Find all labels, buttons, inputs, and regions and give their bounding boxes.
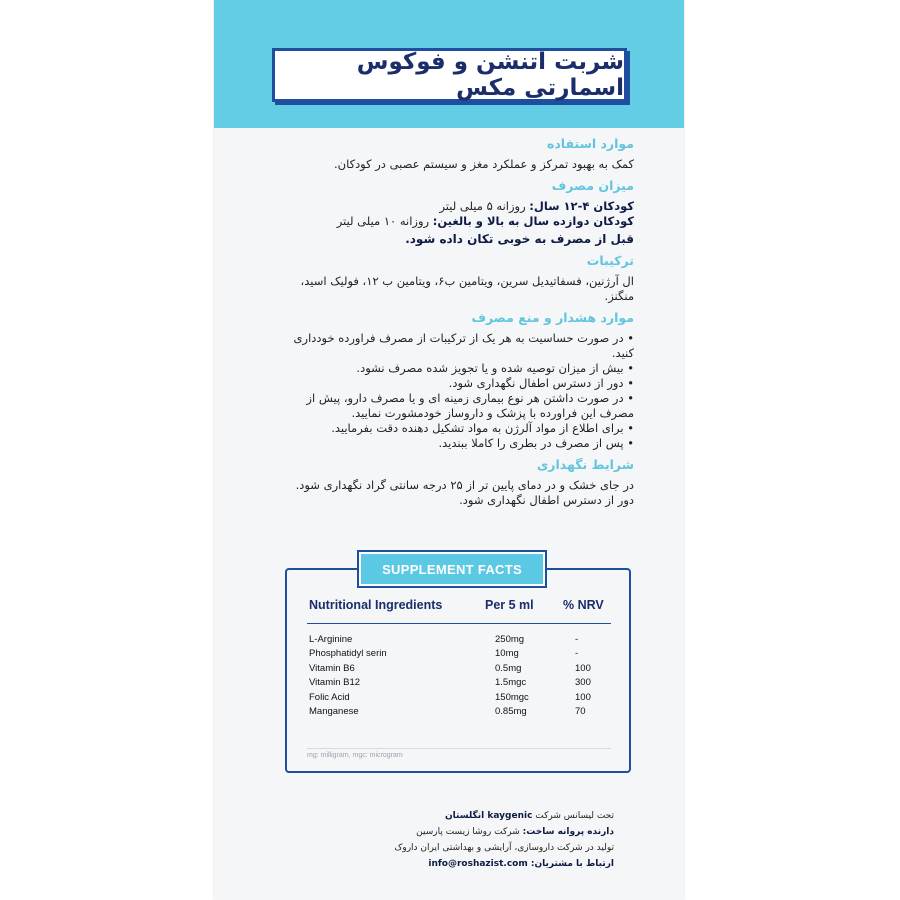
storage-line1: در جای خشک و در دمای پایین تر از ۲۵ درجه سانتی گراد نگهداری شود. xyxy=(295,478,634,492)
product-title: شربت اتنشن و فوکوس اسمارتی مکس xyxy=(356,49,624,101)
storage-section xyxy=(276,457,634,508)
ingredient-name: L-Arginine xyxy=(309,634,353,645)
licensor: kaygenic انگلستان xyxy=(444,811,533,821)
storage-heading: شرایط نگهداری xyxy=(536,457,634,472)
units-note: mg: milligram, mgc: microgram xyxy=(307,748,611,759)
title-box xyxy=(272,48,627,102)
facts-col-per-5ml: Per 5 ml xyxy=(485,598,534,612)
facts-divider xyxy=(307,623,611,624)
ingredient-amount: 10mg xyxy=(495,648,519,660)
license-holder-label: دارنده پروانه ساخت: xyxy=(522,827,614,837)
ingredients-section xyxy=(276,253,634,304)
dosage-line1-label: کودکان ۴-۱۲ سال: xyxy=(529,199,634,213)
license-holder: شرکت روشا زیست پارسین xyxy=(416,827,523,837)
usage-section xyxy=(276,136,634,172)
ingredient-name: Vitamin B12 xyxy=(309,677,361,689)
dosage-line2-label: کودکان دوازده سال به بالا و بالغین: xyxy=(432,214,634,228)
instructions xyxy=(276,132,634,514)
storage-line2: دور از دسترس اطفال نگهداری شود. xyxy=(459,493,634,507)
warning-item: • برای اطلاع از مواد آلرژن به مواد تشکیل دهنده دقت بفرمایید. xyxy=(331,421,634,435)
contact-label: ارتباط با مشتریان: xyxy=(530,859,614,869)
ingredient-nrv: - xyxy=(575,648,579,660)
ingredient-nrv: 100 xyxy=(575,662,591,674)
ingredient-amount: 1.5mgc xyxy=(495,677,527,689)
ingredient-name: Folic Acid xyxy=(309,691,350,703)
ingredient-amount: 250mg xyxy=(495,634,525,645)
facts-col-ingredients: Nutritional Ingredients xyxy=(309,598,443,612)
ingredients-text: ال آرژنین، فسفاتیدیل سرین، ویتامین ب۶، ویتامین ب ۱۲، فولیک اسید، منگنز. xyxy=(300,274,634,303)
dosage-heading: میزان مصرف xyxy=(551,178,634,193)
dosage-line2-value: روزانه ۱۰ میلی لیتر xyxy=(336,214,433,228)
usage-heading: موارد استفاده xyxy=(547,136,634,151)
ingredient-nrv: 70 xyxy=(575,705,586,717)
warning-item: • در صورت داشتن هر نوع بیماری زمینه ای و یا مصرف دارو، پیش از مصرف این فراورده با پزشک و داروساز خودمشورت نمایید. xyxy=(306,391,634,420)
warning-item: • دور از دسترس اطفال نگهداری شود. xyxy=(448,376,634,390)
ingredient-amount: 150mgc xyxy=(495,691,529,703)
ingredient-amount: 0.85mg xyxy=(495,705,527,717)
dosage-line1-value: روزانه ۵ میلی لیتر xyxy=(439,199,530,213)
product-panel xyxy=(214,0,684,900)
manufacturer-info xyxy=(294,808,614,872)
ingredient-nrv: - xyxy=(575,634,579,645)
table-row xyxy=(309,706,609,720)
contact-email: info@roshazist.com xyxy=(428,859,531,869)
supplement-facts-box xyxy=(285,568,631,773)
table-row xyxy=(309,692,609,706)
usage-text: کمک به بهبود تمرکز و عملکرد مغز و سیستم عصبی در کودکان. xyxy=(333,157,634,171)
facts-col-nrv: % NRV xyxy=(563,598,604,612)
warning-item: • در صورت حساسیت به هر یک از ترکیبات از مصرف فراورده خودداری کنید. xyxy=(293,331,634,360)
warning-item: • پس از مصرف در بطری را کاملا ببندید. xyxy=(438,436,634,450)
table-row xyxy=(309,648,609,662)
supplement-facts-banner xyxy=(359,552,545,586)
ingredient-nrv: 100 xyxy=(575,691,591,703)
table-row xyxy=(309,634,609,648)
table-row xyxy=(309,677,609,691)
warning-item: • بیش از میزان توصیه شده و یا تجویز شده مصرف نشود. xyxy=(356,361,634,375)
ingredient-name: Manganese xyxy=(309,705,359,717)
supplement-facts-title: SUPPLEMENT FACTS xyxy=(382,561,522,577)
license-prefix: تحت لیسانس شرکت xyxy=(532,811,614,821)
dosage-section xyxy=(276,178,634,247)
warnings-section xyxy=(276,310,634,451)
facts-table xyxy=(309,634,609,720)
ingredients-heading: ترکیبات xyxy=(586,253,634,268)
dosage-shake-note: قبل از مصرف به خوبی تکان داده شود. xyxy=(405,232,634,246)
ingredient-name: Vitamin B6 xyxy=(309,662,355,674)
ingredient-name: Phosphatidyl serin xyxy=(309,648,387,660)
ingredient-nrv: 300 xyxy=(575,677,591,689)
producer: تولید در شرکت داروسازی، آرایشی و بهداشتی ایران داروک xyxy=(394,843,614,853)
warnings-heading: موارد هشدار و منع مصرف xyxy=(471,310,634,325)
table-row xyxy=(309,663,609,677)
ingredient-amount: 0.5mg xyxy=(495,662,522,674)
